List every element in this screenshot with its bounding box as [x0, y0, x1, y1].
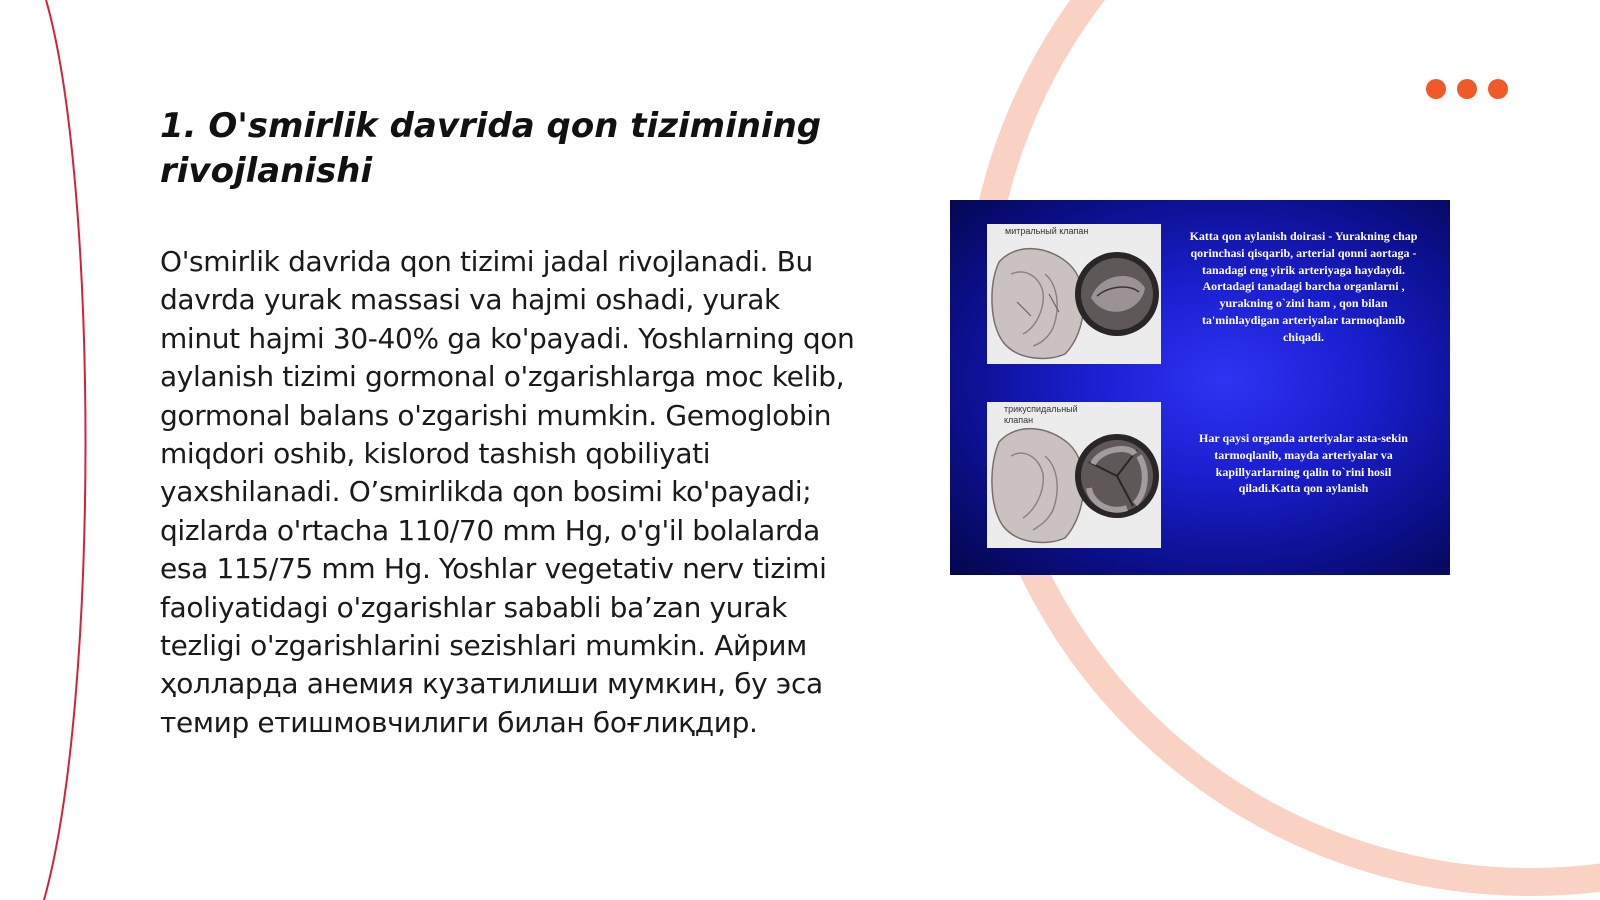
dot	[1488, 79, 1508, 99]
heart-circulation-figure	[950, 200, 1450, 575]
tricuspid-valve-label: трикуспидальный клапан	[1004, 404, 1078, 425]
systemic-circulation-caption: Katta qon aylanish doirasi - Yurakning chap qorinchasi qisqarib, arterial qonni aortaga - tanadagi eng yirik arteriyaga haydaydi. Aortadagi tanadagi barcha organlarni , yurakning o`zini ham , qon bilan ta'minlaydigan arteriyalar tarmoqlanib chiqadi.	[1189, 229, 1418, 344]
body-paragraph: O'smirlik davrida qon tizimi jadal rivojlanadi. Bu davrda yurak massasi va hajmi oshadi, yurak minut hajmi 30-40% ga ko'payadi. Yoshlarning qon aylanish tizimi gormonal o'zgarishlarga moc kelib, gormonal balans o'zgarishi mumkin. Gemoglobin miqdori oshib, kislorod tashish qobiliyati yaxshilanadi. O’smirlikda qon bosimi ko'payadi; qizlarda o'rtacha 110/70 mm Hg, o'g'il bolalarda esa 115/75 mm Hg. Yoshlar vegetativ nerv tizimi faoliyatidagi o'zgarishlar sababli ba’zan yurak tezligi o'zgarishlarini sezishlari mumkin. Айрим ҳолларда анемия кузатилиши мумкин, бу эса темир етишмовчилиги билан боғлиқдир.	[160, 245, 855, 739]
left-curve-line	[44, 0, 86, 900]
tricuspid-valve-illustration	[987, 402, 1161, 548]
dot	[1426, 79, 1446, 99]
slide-title: 1. O'smirlik davrida qon tizimining rivojlanishi	[160, 106, 822, 191]
mitral-valve-label: митральный клапан	[1005, 226, 1089, 236]
more-dots-icon	[1426, 79, 1508, 99]
heart-valve-icon	[987, 224, 1161, 364]
dot	[1457, 79, 1477, 99]
mitral-valve-illustration	[987, 224, 1161, 364]
arteries-branching-caption: Har qaysi organda arteriyalar asta-sekin tarmoqlanib, mayda arteriyalar va kapillyarlarning qalin to`rini hosil qiladi.Katta qon aylanish	[1199, 431, 1408, 496]
